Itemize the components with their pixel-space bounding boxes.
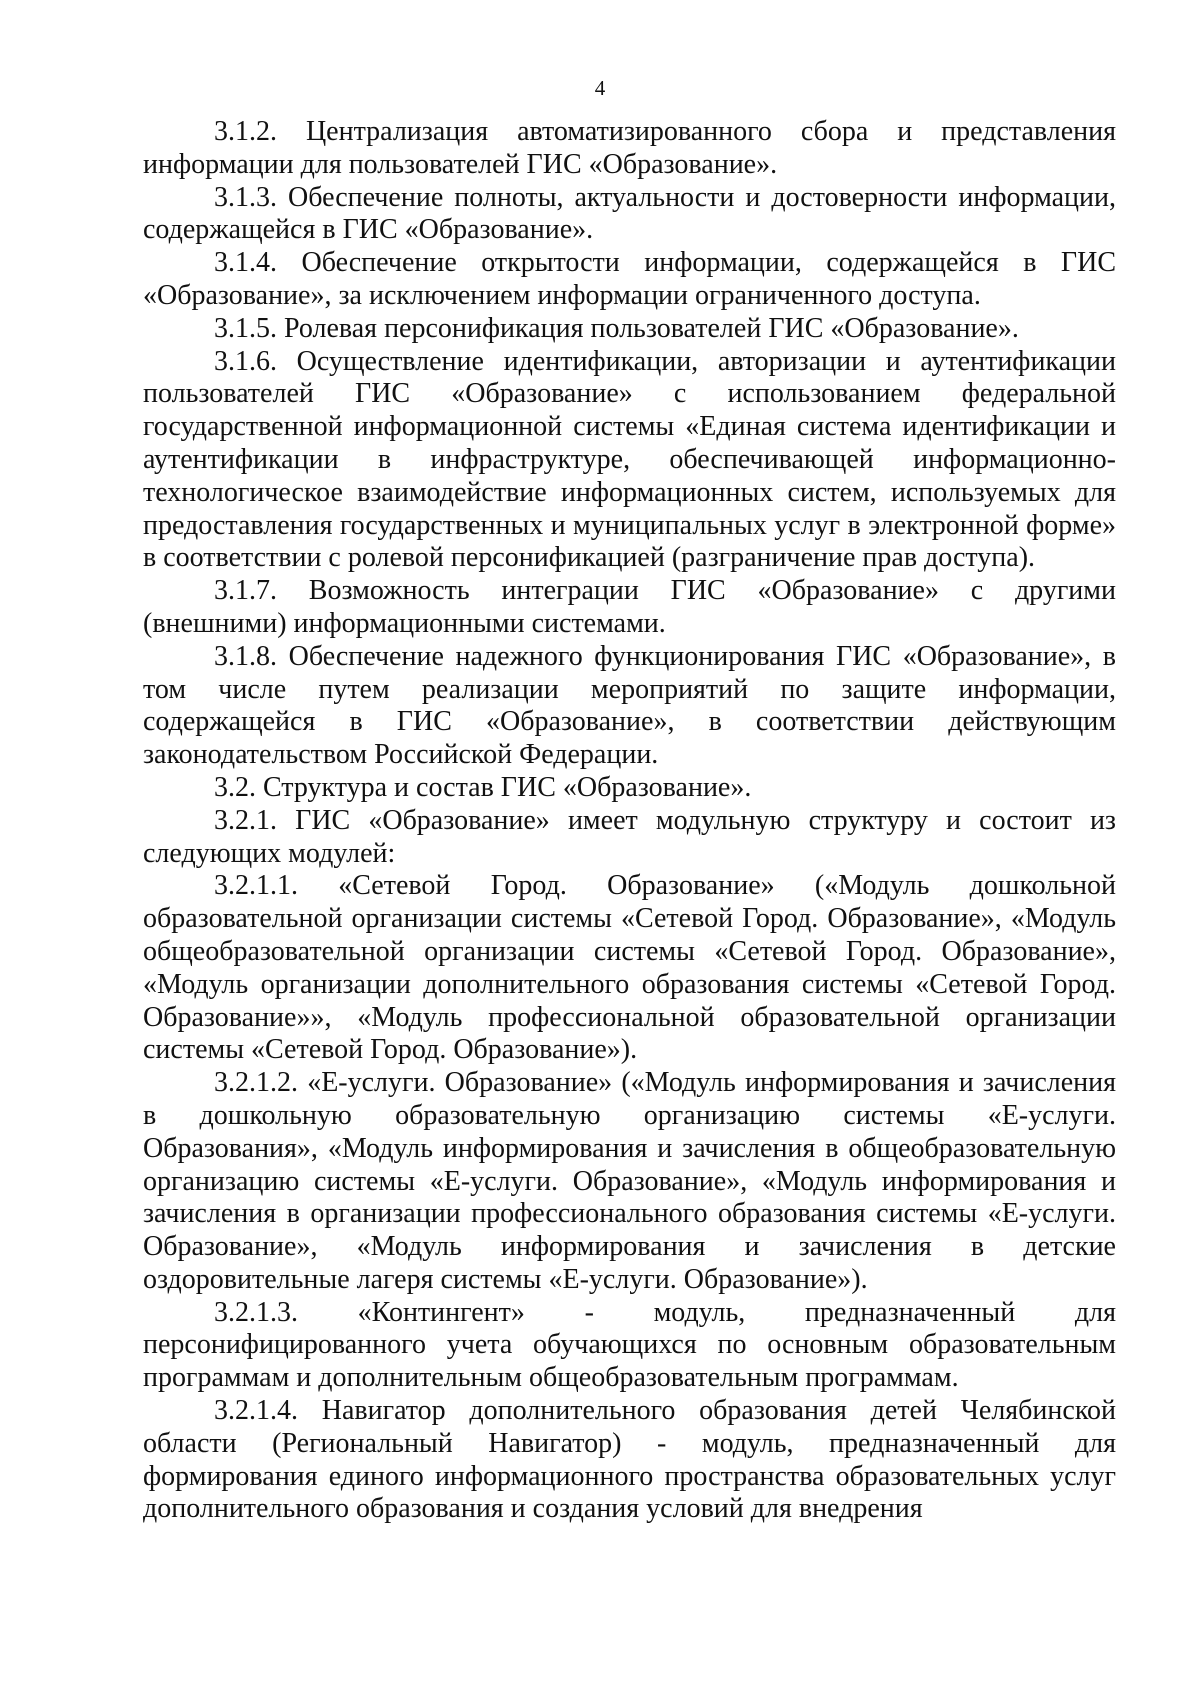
paragraph-3-1-2: 3.1.2. Централизация автоматизированного сбора и представления информации для пользователей ГИС «Образование». (143, 116, 1116, 180)
paragraph-3-1-4: 3.1.4. Обеспечение открытости информации, содержащейся в ГИС «Образование», за исключением информации ограниченного доступа. (143, 247, 1116, 311)
document-body (143, 116, 1116, 1526)
paragraph-3-2-1-3: 3.2.1.3. «Контингент» - модуль, предназначенный для персонифицированного учета обучающихся по основным образовательным программам и дополнительным общеобразовательным программам. (143, 1296, 1116, 1394)
paragraph-3-2-1-1: 3.2.1.1. «Сетевой Город. Образование» («Модуль дошкольной образовательной организации системы «Сетевой Город. Образование», «Модуль общеобразовательной организации системы «Сетевой Город. Образование», «Модуль организации дополнительного образования системы «Сетевой Город. Образование»», «Модуль профессиональной образовательной организации системы «Сетевой Город. Образование»). (143, 870, 1116, 1066)
paragraph-3-2-1-4: 3.2.1.4. Навигатор дополнительного образования детей Челябинской области (Региональный Навигатор) - модуль, предназначенный для формирования единого информационного пространства образовательных услуг дополнительного образования и создания условий для внедрения (143, 1395, 1116, 1525)
paragraph-3-1-5: 3.1.5. Ролевая персонификация пользователей ГИС «Образование». (214, 312, 1019, 344)
paragraph-3-2-1: 3.2.1. ГИС «Образование» имеет модульную структуру и состоит из следующих модулей: (143, 804, 1116, 869)
paragraph-3-1-7: 3.1.7. Возможность интеграции ГИС «Образование» с другими (внешними) информационными системами. (143, 575, 1116, 639)
paragraph-3-1-3: 3.1.3. Обеспечение полноты, актуальности и достоверности информации, содержащейся в ГИС «Образование». (143, 181, 1116, 246)
page-number: 4 (594, 76, 606, 100)
paragraph-3-2-1-2: 3.2.1.2. «Е-услуги. Образование» («Модуль информирования и зачисления в дошкольную образовательную организацию системы «Е-услуги. Образования», «Модуль информирования и зачисления в общеобразовательную организацию системы «Е-услуги. Образование», «Модуль информирования и зачисления в организации профессионального образования системы «Е-услуги. Образование», «Модуль информирования и зачисления в детские оздоровительные лагеря системы «Е-услуги. Образование»). (143, 1067, 1116, 1295)
paragraph-3-1-8: 3.1.8. Обеспечение надежного функционирования ГИС «Образование», в том числе путем реализации мероприятий по защите информации, содержащейся в ГИС «Образование», в соответствии действующим законодательством Российской Федерации. (143, 640, 1116, 771)
paragraph-3-1-6: 3.1.6. Осуществление идентификации, авторизации и аутентификации пользователей ГИС «Образование» с использованием федеральной государственной информационной системы «Единая система идентификации и аутентификации в инфраструктуре, обеспечивающей информационно-технологическое взаимодействие информационных систем, используемых для предоставления государственных и муниципальных услуг в электронной форме» в соответствии с ролевой персонификацией (разграничение прав доступа). (143, 345, 1116, 574)
paragraph-3-2: 3.2. Структура и состав ГИС «Образование». (214, 771, 752, 803)
